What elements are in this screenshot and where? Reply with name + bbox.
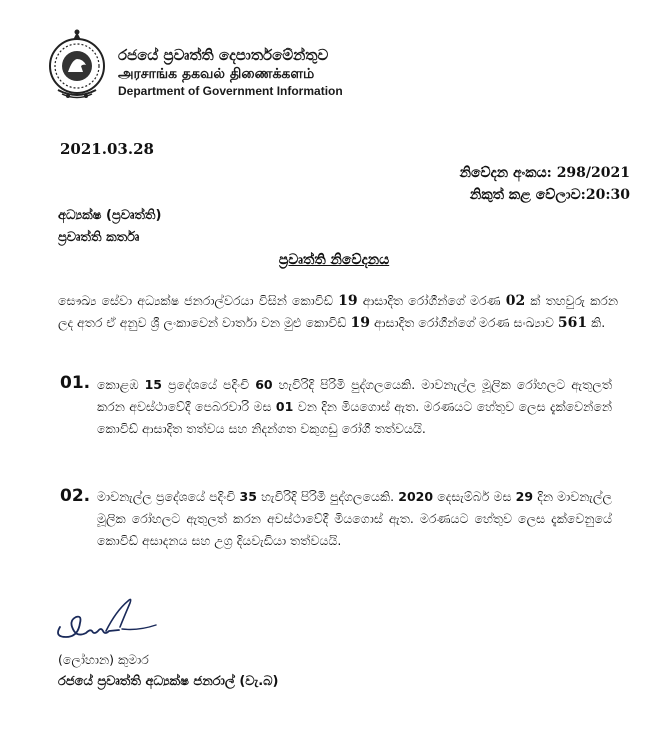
addressee-line-2: ප්‍රවෘත්ති කර්තෘ [58, 230, 140, 245]
issue-time-line [470, 187, 630, 203]
item-number-1: 01. [60, 373, 91, 393]
intro-text-5: කි. [587, 315, 606, 330]
intro-text-1: සෞඛ්‍ය සේවා අධ්‍යක්ෂ ජනරාල්වරයා විසින් කොවිඩ් [58, 293, 333, 308]
issue-time-label: නිකුත් කළ වේලාව: [469, 187, 586, 203]
intro-paragraph [58, 290, 618, 334]
item-text-2 [97, 486, 612, 552]
item1-text-2: ප්‍රදේශයේ පදිංචි [162, 377, 250, 392]
item1-number-3: 01 [275, 399, 294, 414]
item-number-2: 02. [60, 486, 91, 506]
letterhead-tamil: அரசாங்க தகவல் திணைக்களம் [118, 66, 315, 82]
item1-text-1: කොළඹ [97, 377, 139, 392]
item2-text-2: හැවිරිදි පිරිමි පුද්ගලයෙකි. [256, 489, 395, 504]
document-date: 2021.03.28 [60, 140, 154, 158]
item1-number-2: 60 [255, 377, 273, 392]
release-number: 298/2021 [556, 165, 630, 181]
intro-text-4: ආසාදිත රෝගීන්ගේ මරණ සංඛ්‍යාව [369, 315, 554, 330]
intro-number-4: 561 [557, 315, 588, 331]
item1-text-3: හැවිරිදි පිරිමි පුද්ගලයෙකි. මාවනැල්ල මූලික රෝහලට ඇතුලත් කරන අවස්ථාවේදී පෙබරවාරි මස [97, 377, 612, 414]
intro-text-2: ආසාදිත රෝගීන්ගේ මරණ [357, 293, 501, 308]
item2-number-3: 29 [515, 489, 534, 504]
document-heading [0, 252, 668, 268]
signatory-title: රජයේ ප්‍රවෘත්ති අධ්‍යක්ෂ ජනරාල් (වැ.බ) [58, 674, 279, 689]
addressee-line-1: අධ්‍යක්ෂ (ප්‍රවෘත්ති) [58, 208, 162, 223]
item2-text-3: දෙසැම්බර් මස [433, 489, 512, 504]
item-text-1 [97, 374, 612, 440]
letterhead-english: Department of Government Information [118, 84, 343, 98]
signatory-name: (ලෝහාන) කුමාර [58, 652, 149, 667]
item2-number-2: 2020 [398, 489, 434, 504]
release-number-line [460, 165, 630, 181]
item2-text-1: මාවනැල්ල ප්‍රදේශයේ පදිංචි [97, 489, 236, 504]
item2-number-1: 35 [239, 489, 257, 504]
intro-number-2: 02 [505, 293, 526, 309]
intro-number-3: 19 [350, 315, 370, 331]
letterhead-sinhala: රජයේ ප්‍රවෘත්ති දෙපාර්තමේන්තුව [118, 46, 329, 64]
item2-text-4: දින මාවනැල්ල මූලික රෝහලට ඇතුලත් කරන අවස්ථාවේදී මියගොස් ඇත. මරණයට හේතුව ලෙස දැක්වෙනුයේ කොවිඩ් අසාදනය සහ උග්‍ර දියවැඩියා තත්වයයි. [97, 489, 612, 548]
release-number-label: නිවේදන අංකය: [459, 165, 552, 181]
signature-icon [52, 593, 162, 645]
sri-lanka-emblem-icon [46, 28, 108, 102]
intro-text-3: ක් තහවුරු කරන ලද අතර ඒ අනුව ශ්‍රී ලංකාවෙන් වාර්තා වන මුළු කොවිඩ් [58, 293, 618, 330]
intro-number-1: 19 [338, 293, 358, 309]
issue-time: 20:30 [585, 187, 630, 203]
item1-text-4: වන දින මියගොස් ඇත. මරණයට හේතුව ලෙස දැක්වෙන්නේ කොවිඩ් ආසාදිත තත්වය සහ නිදන්ගත වකුගඩු රෝගී තත්වයයි. [97, 399, 612, 436]
heading-text: ප්‍රවෘත්ති නිවේදනය [278, 252, 390, 268]
item1-number-1: 15 [144, 377, 163, 392]
